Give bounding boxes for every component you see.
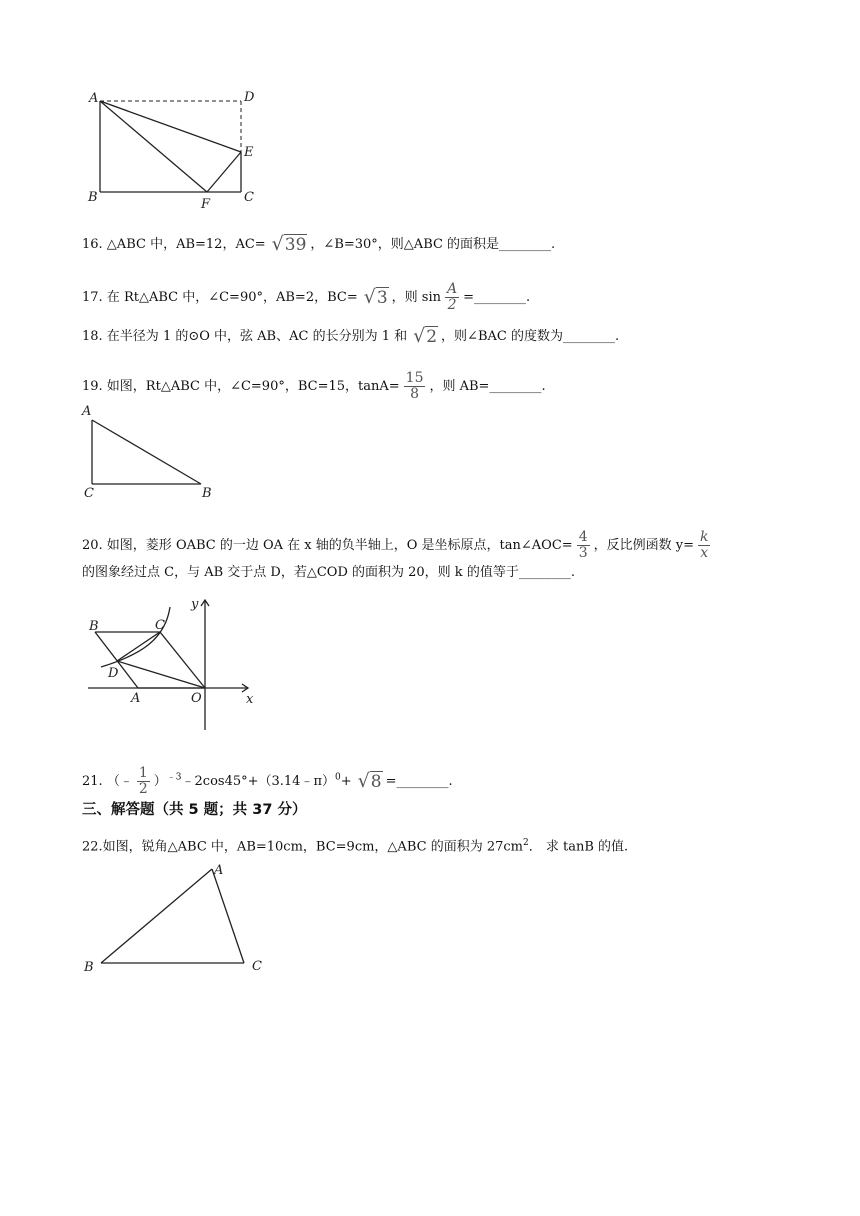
label-D: D [244, 90, 255, 105]
q21-close: ） [153, 774, 167, 789]
q21-number: 21. [82, 774, 103, 789]
fraction-15-over-8: $\frac{15}{8}$ [405, 370, 424, 402]
fraction-4-over-3: $\frac{4}{3}$ [578, 529, 588, 561]
label-D: D [108, 666, 119, 681]
sqrt-2: √2 [413, 325, 438, 347]
q20-text-mid: ，反比例函数 y= [593, 538, 694, 553]
label-F: F [201, 197, 211, 212]
sqrt-8: √8 [357, 770, 382, 792]
q21-open: （﹣ [106, 774, 133, 789]
label-O: O [191, 691, 202, 706]
label-C: C [252, 959, 262, 974]
q21-exponent-neg3: ﹣3 [166, 772, 182, 783]
q19-text-pre: 19. 如图，Rt△ABC 中，∠C=90°，BC=15，tanA= [82, 379, 400, 394]
q22-text: 22.如图，锐角△ABC 中，AB=10cm，BC=9cm，△ABC 的面积为 27cm [82, 839, 523, 855]
q17-text-post: =________. [463, 290, 531, 305]
fraction-k-over-x: $\frac{k}{x}$ [699, 529, 709, 561]
q17-text-pre: 17. 在 Rt△ABC 中，∠C=90°，AB=2，BC= [82, 290, 358, 305]
label-B: B [88, 190, 98, 205]
sqrt-3: √3 [363, 286, 388, 308]
q19-text-post: ，则 AB=________. [429, 379, 546, 394]
q18-text-pre: 18. 在半径为 1 的⊙O 中，弦 AB、AC 的长分别为 1 和 [82, 329, 408, 344]
q22-post: ． 求 tanB 的值. [528, 839, 629, 855]
section-heading: 三、解答题（共 5 题；共 37 分） [82, 802, 307, 818]
q17-text-mid: ，则 sin [391, 290, 442, 305]
q16-text-post: ，∠B=30°，则△ABC 的面积是________. [310, 237, 556, 252]
q16-text-pre: 16. △ABC 中，AB=12，AC= [82, 237, 266, 252]
label-A: A [131, 691, 141, 706]
q21-exponent-0: 0 [335, 772, 341, 783]
q21-post: =________. [385, 774, 453, 789]
label-C: C [155, 618, 165, 633]
fraction-1-over-2: $\frac{1}{2}$ [138, 765, 148, 797]
label-B: B [89, 619, 99, 634]
q20-text-line2: 的图象经过点 C，与 AB 交于点 D，若△COD 的面积为 20，则 k 的值等于________. [82, 565, 575, 580]
label-B: B [202, 486, 212, 501]
sqrt-39: √39 [271, 233, 307, 255]
label-A: A [89, 91, 99, 106]
label-x: x [246, 692, 254, 707]
q21-mid: ﹣2cos45°+（3.14﹣π） [181, 774, 335, 789]
label-C: C [84, 486, 94, 501]
q21-plus: + [340, 774, 352, 789]
label-C: C [244, 190, 254, 205]
q20-text-pre: 20. 如图，菱形 OABC 的一边 OA 在 x 轴的负半轴上，O 是坐标原点，tan∠AOC= [82, 538, 573, 553]
fraction-a-over-2: $\frac{A}{2}$ [447, 281, 458, 313]
label-E: E [244, 145, 254, 160]
label-y: y [191, 597, 199, 612]
label-B: B [84, 960, 94, 975]
q18-text-post: ，则∠BAC 的度数为________. [441, 329, 620, 344]
q22-exponent: 2 [522, 838, 529, 848]
label-A: A [82, 404, 92, 419]
label-A: A [214, 863, 224, 878]
